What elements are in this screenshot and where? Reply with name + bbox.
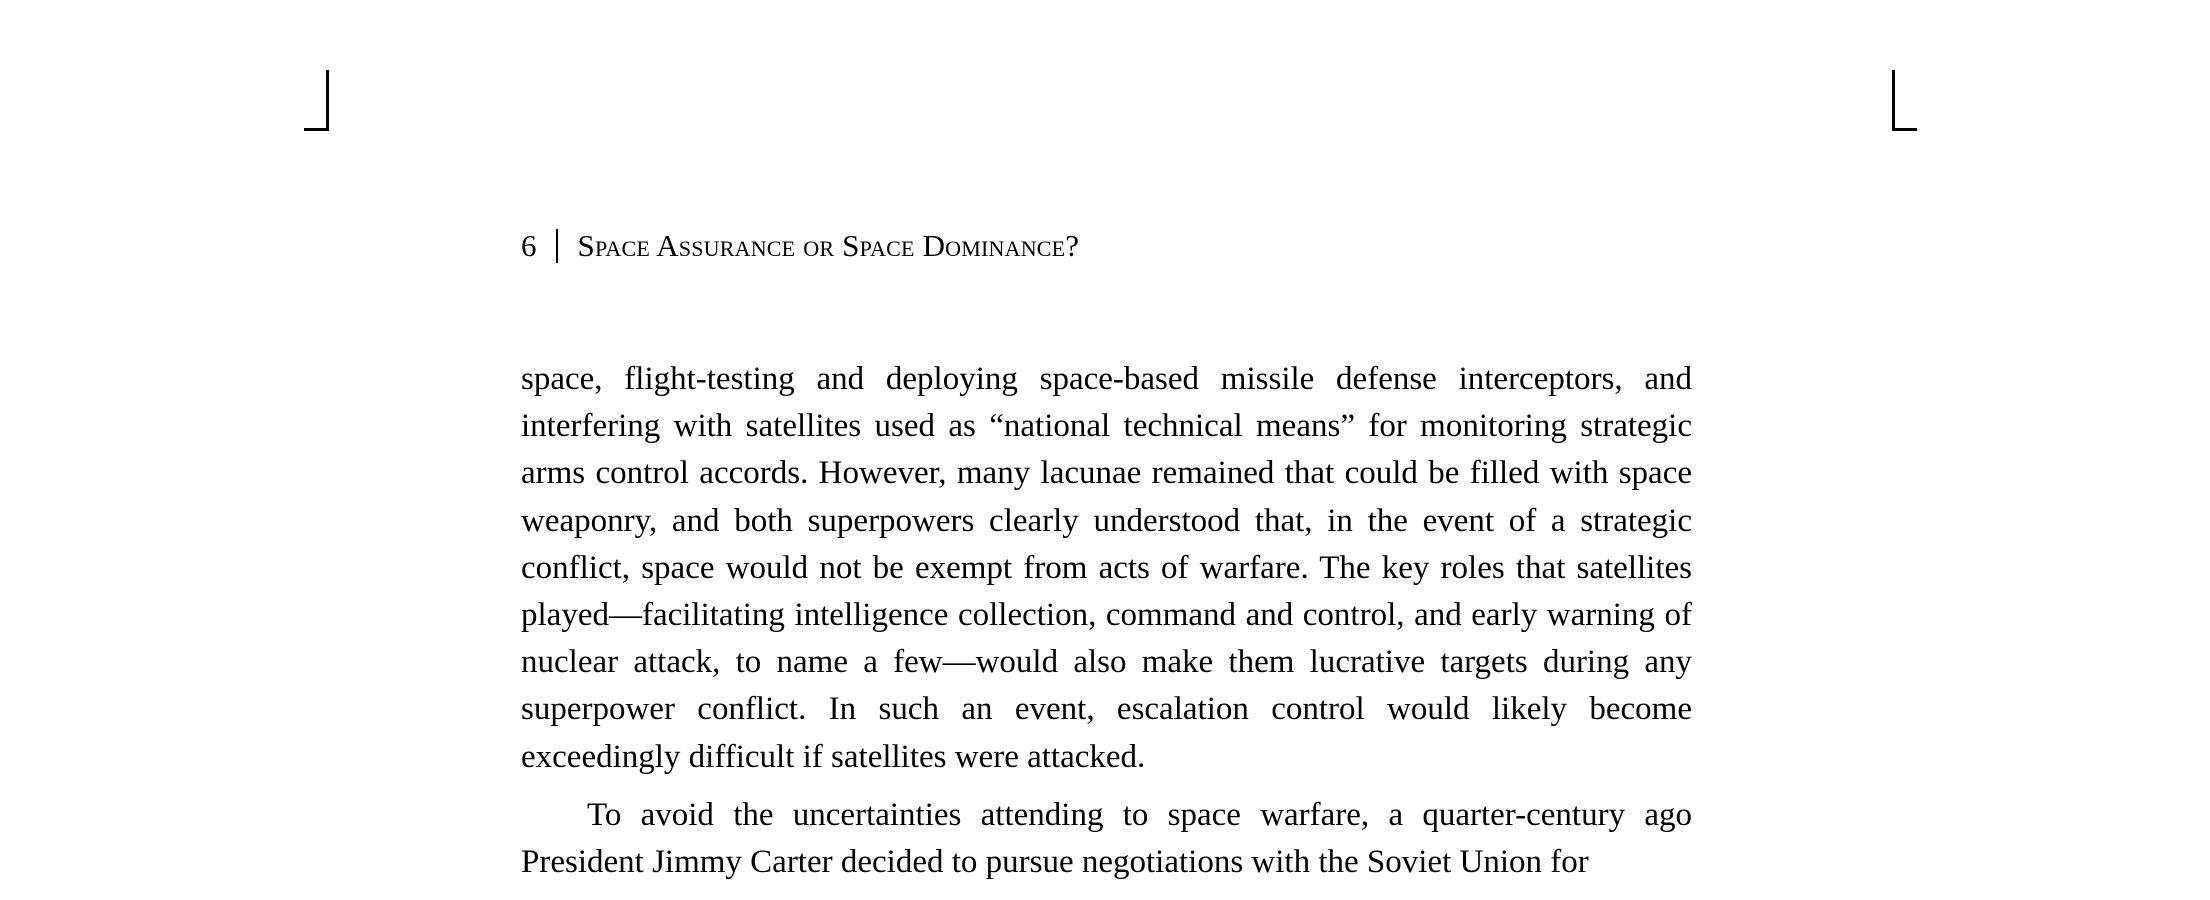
header-divider (556, 229, 558, 263)
body-text (521, 356, 1692, 886)
paragraph-2: To avoid the uncertainties attending to space warfare, a quarter-century ago President Jimmy Carter decided to pursue negotiations with the Soviet Union for (521, 796, 1692, 881)
page-number: 6 (521, 228, 537, 263)
crop-mark-top-left (304, 70, 329, 131)
running-title: Space Assurance or Space Dominance? (577, 228, 1080, 263)
running-head (521, 226, 1079, 266)
crop-mark-top-right (1892, 70, 1917, 131)
paragraph-1: space, flight-testing and deploying space-based missile defense interceptors, and interfering with satellites used as “national technical means” for monitoring strategic arms control accords. However, many lacunae remained that could be filled with space weaponry, and both superpowers clearly understood that, in the event of a strategic conflict, space would not be exempt from acts of warfare. The key roles that satellites played—facilitating intelligence collection, command and control, and early warning of nuclear attack, to name a few—would also make them lucrative targets during any superpower conflict. In such an event, escalation control would likely become exceedingly difficult if satellites were attacked. (521, 361, 1692, 775)
